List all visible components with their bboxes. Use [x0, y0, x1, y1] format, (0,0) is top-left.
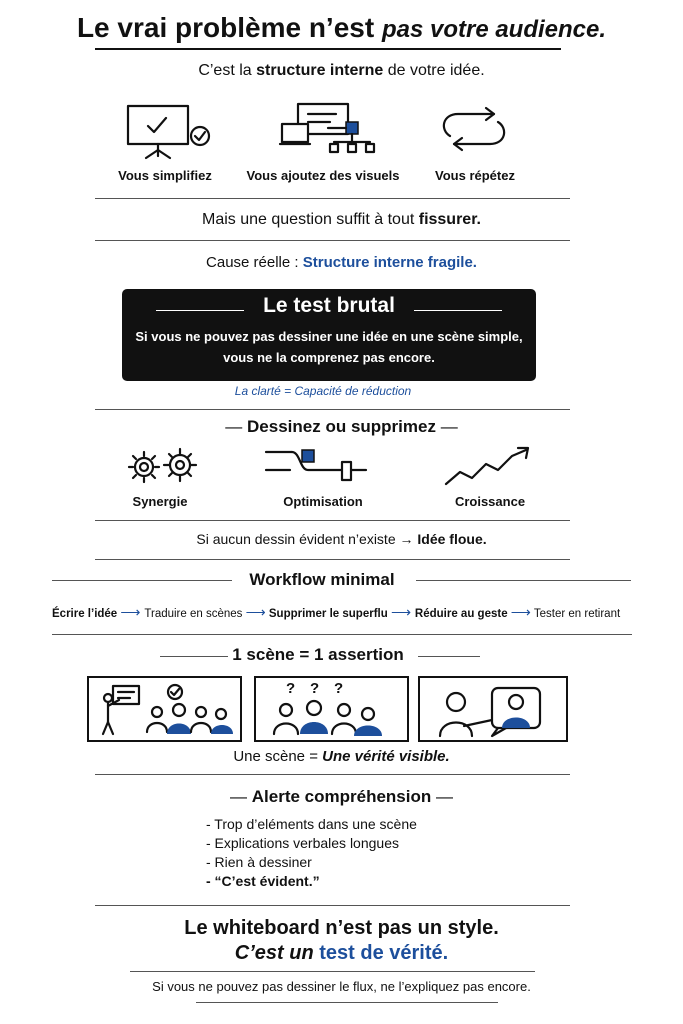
workflow-step: Traduire en scènes [144, 608, 243, 620]
divider [95, 409, 570, 410]
growth-arrow-icon [442, 446, 534, 490]
alert-item: - Trop d’eléments dans une scène [206, 816, 417, 832]
arrow-icon: ⟶ [390, 604, 415, 620]
alert-item: - Explications verbales longues [206, 835, 399, 851]
scene-presentation-panel [87, 676, 242, 742]
workflow-step: Réduire au geste [414, 608, 508, 620]
brutal-test-line1: Si vous ne pouvez pas dessiner une idée en une scène simple, [135, 329, 523, 344]
icon-label-optimization: Optimisation [283, 494, 363, 509]
icon-label-synergy: Synergie [132, 494, 188, 509]
divider [95, 198, 570, 199]
scene-rule-title: 1 scène = 1 assertion [232, 645, 404, 664]
brutal-test-box [122, 289, 536, 381]
workflow-title: Workflow minimal [249, 570, 395, 589]
subtitle-bold: structure interne [256, 62, 384, 79]
divider [95, 905, 570, 906]
workflow-rule-right [416, 580, 631, 581]
arrow-icon: ⟶ [120, 604, 145, 620]
gears-icon [124, 446, 202, 488]
habit-label-repeat: Vous répétez [435, 168, 515, 183]
scene-video-call-panel [418, 676, 568, 742]
scene-rule-right [418, 656, 480, 657]
slider-optimization-icon [262, 446, 374, 492]
presentation-board-check-icon [120, 100, 215, 160]
divider [95, 240, 570, 241]
workflow-step: Supprimer le superflu [268, 608, 388, 620]
cause-line: Cause réelle : Structure interne fragile. [206, 254, 477, 271]
footer-note: Si vous ne pouvez pas dessiner le flux, ne l’expliquez pas encore. [152, 979, 531, 994]
page-title [0, 12, 683, 44]
title-part1: Le vrai problème n’est [76, 12, 375, 43]
divider [95, 559, 570, 560]
alert-title: — Alerte compréhension — [230, 787, 453, 806]
workflow-step: Écrire l’idée [52, 608, 118, 620]
divider [95, 520, 570, 521]
arrow-icon: ⟶ [510, 604, 531, 620]
icon-label-growth: Croissance [454, 494, 526, 509]
box-rule-right [414, 310, 502, 311]
subtitle: C’est la structure interne de votre idée. [198, 62, 485, 79]
scene-confused-audience-panel [254, 676, 409, 742]
title-part2: pas votre audience. [381, 16, 607, 43]
divider [130, 971, 535, 972]
brutal-test-title: Le test brutal [263, 294, 395, 317]
workflow-rule-left [52, 580, 232, 581]
cause-highlight: Structure interne fragile. [302, 254, 477, 271]
question-mark: ? [310, 680, 320, 697]
scene-rule-left [160, 656, 228, 657]
habit-label-simplify: Vous simplifiez [118, 168, 212, 183]
workflow-step: Tester en retirant [533, 608, 621, 620]
arrow-icon: ⟶ [245, 604, 266, 620]
title-underline [95, 48, 561, 50]
scene-caption: Une scène = Une vérité visible. [233, 748, 450, 765]
clarity-caption: La clarté = Capacité de réduction [222, 380, 424, 401]
habit-label-visuals: Vous ajoutez des visuels [246, 168, 400, 183]
question-mark: ? [286, 680, 296, 697]
truth-test-highlight: test de vérité. [319, 942, 449, 964]
brutal-test-line2: vous ne la comprenez pas encore. [223, 350, 435, 365]
alert-item: - Rien à dessiner [206, 854, 312, 870]
alert-item: - “C’est évident.” [206, 873, 320, 889]
divider [52, 634, 632, 635]
footer-underline [196, 1002, 498, 1003]
section-title-draw: — Dessinez ou supprimez — [225, 417, 458, 436]
divider [95, 774, 570, 775]
workflow-steps [52, 604, 642, 621]
conclusion-line1: Le whiteboard n’est pas un style. [184, 917, 499, 939]
question-mark: ? [334, 680, 344, 697]
question-line: Mais une question suffit à tout fissurer. [202, 211, 481, 228]
unclear-idea-note: Si aucun dessin évident n’existe → Idée floue. [196, 531, 487, 547]
flowchart-visuals-icon [278, 102, 378, 158]
alert-list [206, 815, 417, 891]
repeat-arrows-icon [436, 106, 512, 152]
conclusion-line2: C’est un test de vérité. [234, 942, 449, 964]
